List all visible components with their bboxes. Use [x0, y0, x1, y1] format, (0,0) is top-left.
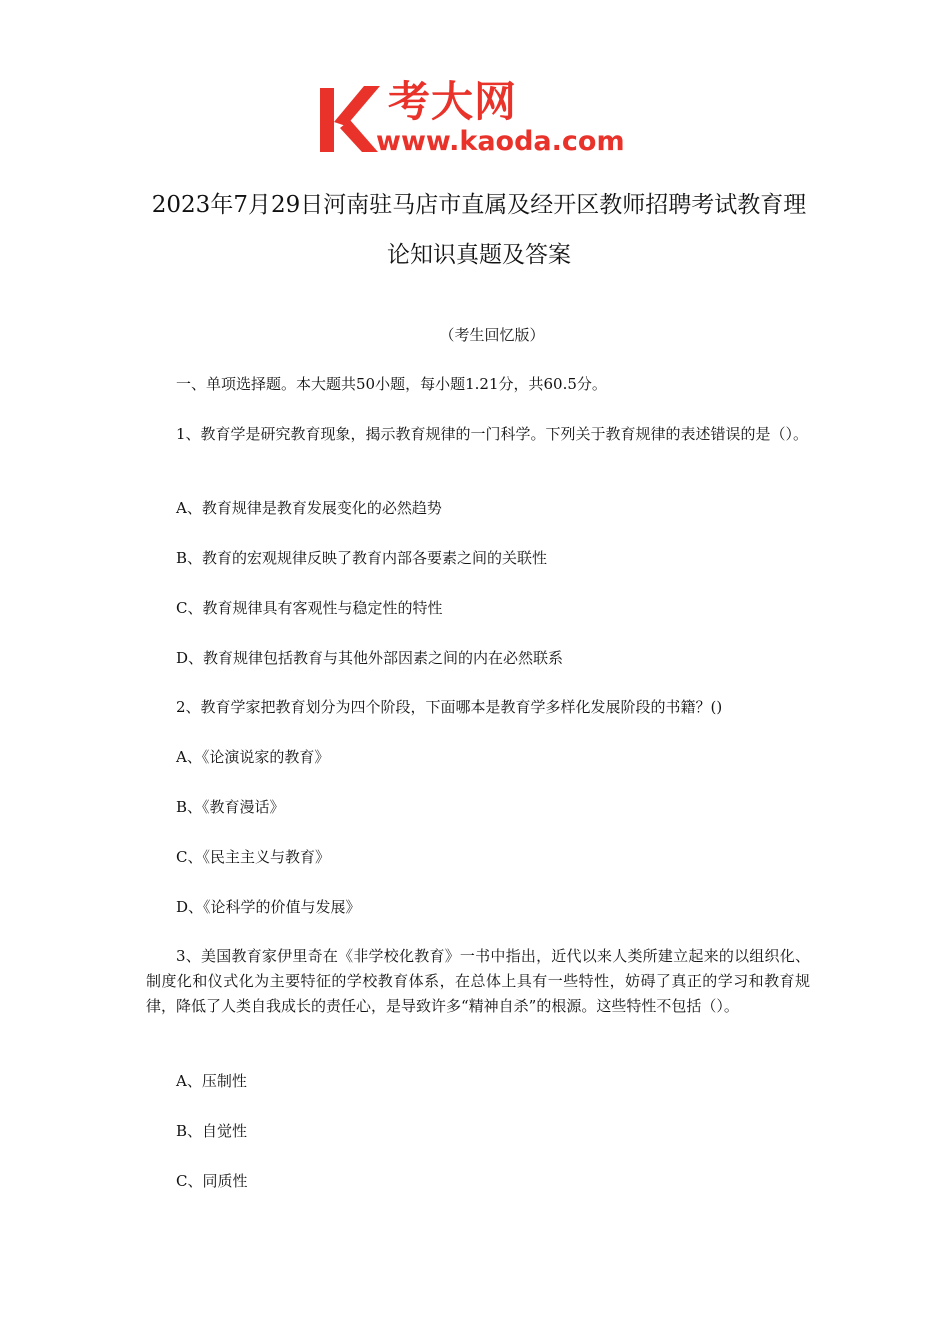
question-3-option-a: A、压制性	[176, 1072, 247, 1090]
question-2-option-c: C、《民主主义与教育》	[176, 848, 330, 866]
subtitle: （考生回忆版）	[439, 326, 545, 344]
page-title: 2023年7月29日河南驻马店市直属及经开区教师招聘考试教育理论知识真题及答案	[151, 192, 807, 268]
question-2-option-d: D、《论科学的价值与发展》	[176, 898, 361, 916]
logo-name: 考大网	[388, 77, 518, 126]
section-heading: 一、单项选择题。本大题共50小题，每小题1.21分，共60.5分。	[176, 375, 607, 393]
question-3-option-b: B、自觉性	[176, 1122, 248, 1140]
question-1-option-c: C、教育规律具有客观性与稳定性的特性	[176, 599, 443, 617]
question-stem-1: 1、教育学是研究教育现象，揭示教育规律的一门科学。下列关于教育规律的表述错误的是（）。	[176, 425, 809, 443]
question-1-option-a: A、教育规律是教育发展变化的必然趋势	[176, 499, 442, 517]
question-stem-2: 2、教育学家把教育划分为四个阶段，下面哪本是教育学多样化发展阶段的书籍？()	[176, 698, 723, 716]
question-3-option-c: C、同质性	[176, 1172, 248, 1190]
question-2-option-a: A、《论演说家的教育》	[176, 748, 330, 766]
kaoda-logo	[318, 78, 638, 162]
question-1-option-d: D、教育规律包括教育与其他外部因素之间的内在必然联系	[176, 649, 564, 667]
logo-url: www.kaoda.com	[376, 126, 625, 157]
question-stem-3: 3、美国教育家伊里奇在《非学校化教育》一书中指出，近代以来人类所建立起来的以组织化、制度化和仪式化为主要特征的学校教育体系，在总体上具有一些特性，妨碍了真正的学习和教育规律，降低了人类自我成长的责任心，是导致许多“精神自杀”的根源。这些特性不包括（）。	[146, 947, 810, 1015]
question-2-option-b: B、《教育漫话》	[176, 798, 285, 816]
k-logo-icon	[318, 82, 382, 154]
question-1-option-b: B、教育的宏观规律反映了教育内部各要素之间的关联性	[176, 549, 548, 567]
